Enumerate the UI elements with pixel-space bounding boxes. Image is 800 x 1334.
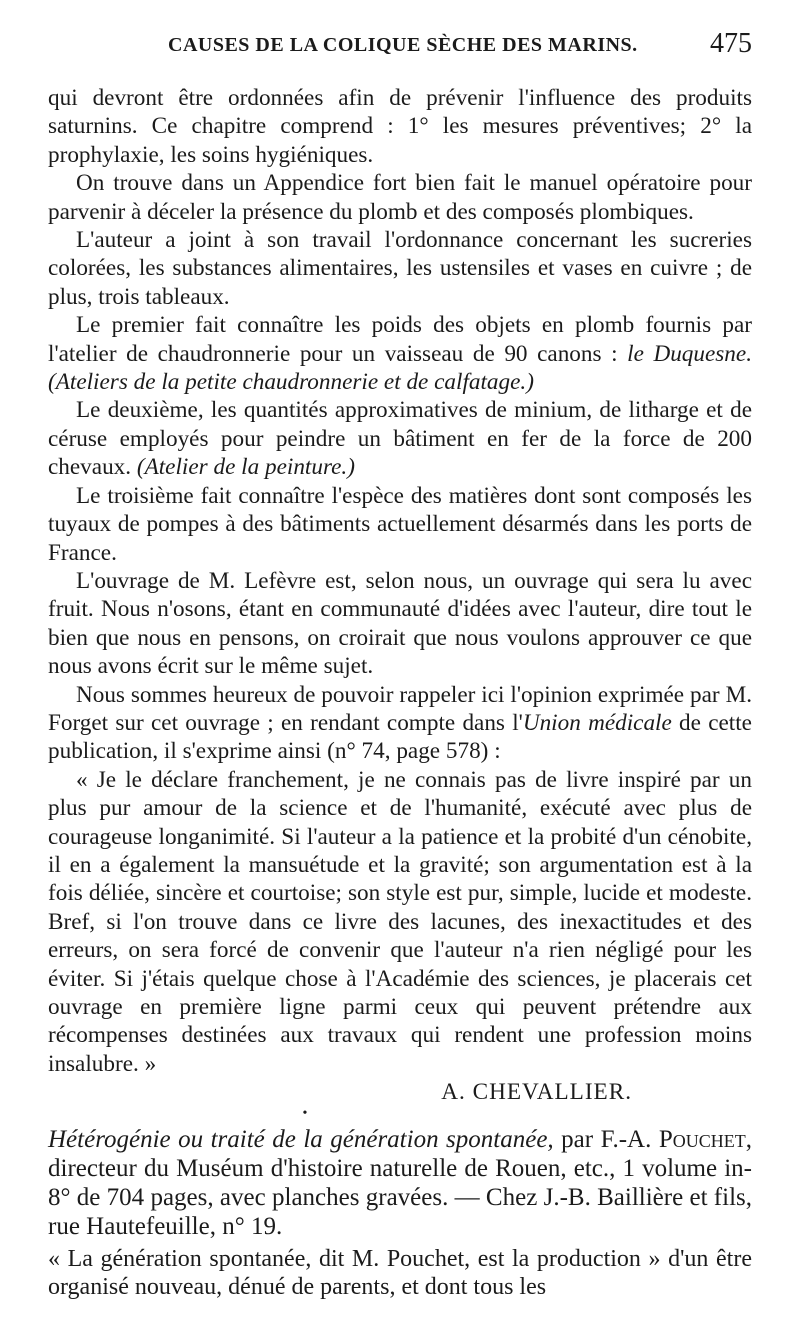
deuxieme-tableau-italic: (Atelier de la peinture.) [136, 454, 355, 481]
paragraph-deuxieme-tableau [48, 396, 752, 481]
review-title: Hétérogénie ou traité de la génération spontanée, [48, 1125, 554, 1153]
paragraph-quotation: « Je le déclare franchement, je ne connais pas de livre inspiré par un plus pur amour de la science et de l'humanité, exécuté avec plus de courageuse longanimité. Si l'auteur a la patience et la probité d'un cénobite, il en a également la mansuétude et la gravité; son argumentation est à la fois déliée, sincère et courtoise; son style est pur, simple, lucide et modeste. Bref, si l'on trouve dans ce livre des lacunes, des inexactitudes et des erreurs, on sera forcé de convenir que l'auteur n'a rien négligé pour les éviter. Si j'étais quelque chose à l'Académie des sciences, je placerais cet ouvrage en première ligne parmi ceux qui peuvent prétendre aux récompenses destinées aux travaux qui rendent une profession moins insalubre. » [48, 766, 752, 1077]
book-review [48, 1125, 752, 1241]
separator-dot: • [302, 1105, 308, 1121]
premier-tableau-italic: le Duquesne. (Ateliers de la petite chaudronnerie et de calfatage.) [48, 340, 752, 396]
paragraph-premier-tableau [48, 311, 752, 396]
body-text [48, 84, 752, 1301]
premier-tableau-text: Le premier fait connaître les poids des objets en plomb fournis par l'atelier de chaudronnerie pour un vaisseau de 90 canons : [48, 312, 752, 367]
paragraph-troisieme-tableau: Le troisième fait connaître l'espèce des matières dont sont composés les tuyaux de pompes à des bâtiments actuellement désarmés dans les ports de France. [48, 482, 752, 566]
page-number: 475 [710, 28, 752, 59]
page-header [48, 28, 752, 74]
paragraph-lefevre: L'ouvrage de M. Lefèvre est, selon nous, un ouvrage qui sera lu avec fruit. Nous n'osons, étant en communauté d'idées avec l'auteur, dire tout le bien que nous en pensons, on croirait que nous voulons approuver ce que nous avons écrit sur le même sujet. [48, 567, 752, 680]
review-details: , directeur du Muséum d'histoire naturelle de Rouen, etc., 1 volume in-8° de 704 pages, avec planches gravées. — Chez J.-B. Baillière et fils, rue Hautefeuille, n° 19. [48, 1125, 752, 1240]
paragraph-continued: qui devront être ordonnées afin de prévenir l'influence des produits saturnins. Ce chapitre comprend : 1° les mesures préventives; 2° la prophylaxie, les soins hygiéniques. [48, 85, 752, 168]
paragraph-ordonnance: L'auteur a joint à son travail l'ordonnance concernant les sucreries colorées, les substances alimentaires, les ustensiles et vases en cuivre ; de plus, trois tableaux. [48, 227, 752, 310]
forget-text-start: Nous sommes heureux de pouvoir rappeler ici l'opinion exprimée par M. Forget sur cet ouvrage ; en rendant compte dans l' [48, 681, 752, 736]
review-quote-opening: « La génération spontanée, dit M. Pouchet, est la production » d'un être organisé nouveau, dénué de parents, et dont tous les [48, 1245, 752, 1300]
forget-text-end: de cette publication, il s'exprime ainsi (n° 74, page 578) : [48, 709, 752, 765]
review-author: Pouchet [658, 1125, 746, 1153]
review-by: par F.-A. [553, 1125, 659, 1153]
review-heading [48, 1125, 752, 1241]
signature: A. CHEVALLIER. [441, 1079, 632, 1106]
deuxieme-tableau-text: Le deuxième, les quantités approximatives de minium, de litharge et de céruse employés pour peindre un bâtiment en fer de la force de 200 chevaux. [48, 397, 752, 481]
paragraph-forget [48, 681, 752, 766]
paragraph-appendix: On trouve dans un Appendice fort bien fait le manuel opératoire pour parvenir à déceler la présence du plomb et des composés plombiques. [48, 170, 752, 225]
union-medicale-italic: Union médicale [522, 709, 672, 736]
running-title: CAUSES DE LA COLIQUE SÈCHE DES MARINS. [168, 34, 638, 56]
